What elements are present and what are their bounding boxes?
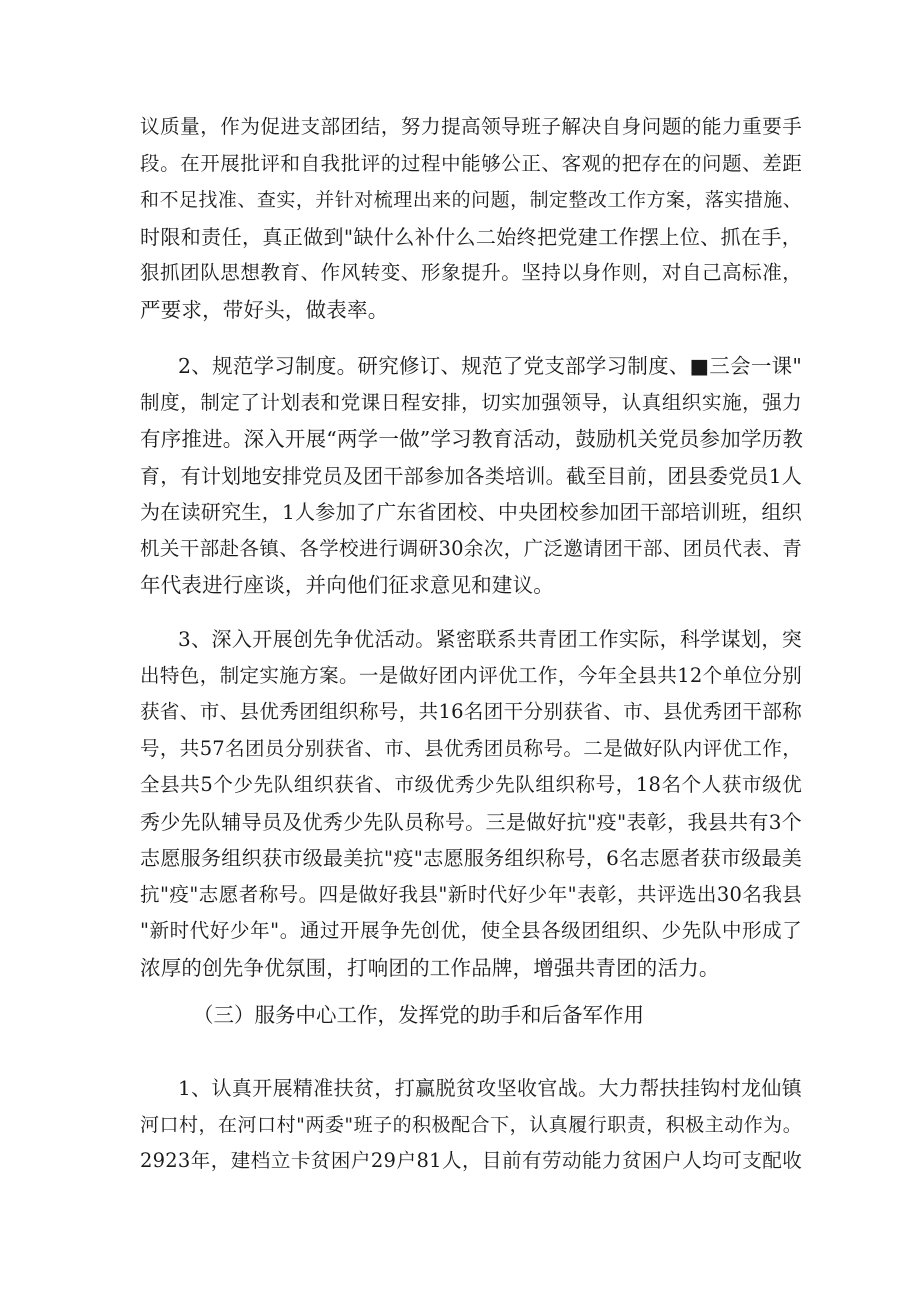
text-line: 议质量，作为促进支部团结，努力提高领导班子解决自身问题的能力重要手 (140, 115, 802, 138)
paragraph-poverty-alleviation (140, 1070, 802, 1180)
text-line: 浓厚的创先争优氛围，打响团的工作品牌，增强共青团的活力。 (140, 955, 720, 980)
text-line: 狠抓团队思想教育、作风转变、形象提升。坚持以身作则，对自己高标准， (140, 261, 802, 284)
text-line: 获省、市、县优秀团组织称号，共16名团干分别获省、市、县优秀团干部称 (140, 700, 802, 723)
text-line: 出特色，制定实施方案。一是做好团内评优工作，今年全县共12个单位分别 (140, 663, 802, 687)
text-line: 2923年，建档立卡贫困户29户81人，目前有劳动能力贫困户人均可支配收 (140, 1149, 802, 1172)
text-line: 秀少先队辅导员及优秀少先队员称号。三是做好抗"疫"表彰，我县共有3个 (140, 809, 802, 834)
text-line: 有序推进。深入开展“两学一做”学习教育活动，鼓励机关党员参加学历教 (140, 427, 804, 451)
text-line: 2、规范学习制度。研究修订、规范了党支部学习制度、■三会一课" (178, 354, 802, 378)
text-line: 和不足找准、查实，并针对梳理出来的问题，制定整改工作方案，落实措施、 (140, 189, 802, 211)
text-line: 1、认真开展精准扶贫，打赢脱贫攻坚收官战。大力帮扶挂钩村龙仙镇 (178, 1076, 802, 1100)
text-line: 3、深入开展创先争优活动。紧密联系共青团工作实际，科学谋划，突 (178, 627, 802, 651)
text-line: 志愿服务组织获市级最美抗"疫"志愿服务组织称号，6名志愿者获市级最美 (140, 846, 802, 870)
text-line: 号，共57名团员分别获省、市、县优秀团员称号。二是做好队内评优工作， (140, 736, 802, 760)
text-line: 为在读研究生，1人参加了广东省团校、中央团校参加团干部培训班，组织 (140, 500, 802, 524)
text-line: 段。在开展批评和自我批评的过程中能够公正、客观的把存在的问题、差距 (140, 151, 802, 175)
text-line: 全县共5个少先队组织获省、市级优秀少先队组织称号，18名个人获市级优 (140, 773, 802, 796)
text-line: "新时代好少年"。通过开展争先创优，使全县各级团组织、少先队中形成了 (140, 919, 802, 942)
text-line: 抗"疫"志愿者称号。四是做好我县"新时代好少年"表彰，共评选出30名我县 (140, 882, 802, 906)
text-line: 年代表进行座谈，并向他们征求意见和建议。 (140, 573, 554, 597)
text-line: 时限和责任，真正做到"缺什么补什么二始终把党建工作摆上位、抓在手， (140, 224, 802, 249)
paragraph-criticism (140, 109, 802, 328)
text-line: 严要求，带好头，做表率。 (140, 297, 389, 322)
paragraph-excellence-activities (140, 621, 802, 986)
paragraph-study-system (140, 348, 802, 604)
text-line: 河口村，在河口村"两委"班子的积极配合下，认真履行职责，积极主动作为。 (140, 1113, 802, 1136)
section-heading: （三）服务中心工作，发挥党的助手和后备军作用 (193, 1003, 644, 1027)
text-line: 机关干部赴各镇、各学校进行调研30余次，广泛邀请团干部、团员代表、青 (140, 536, 802, 560)
text-line: 制度，制定了计划表和党课日程安排，切实加强领导，认真组织实施，强力 (140, 390, 802, 414)
text-line: 育，有计划地安排党员及团干部参加各类培训。截至目前，团县委党员1人 (140, 463, 802, 488)
